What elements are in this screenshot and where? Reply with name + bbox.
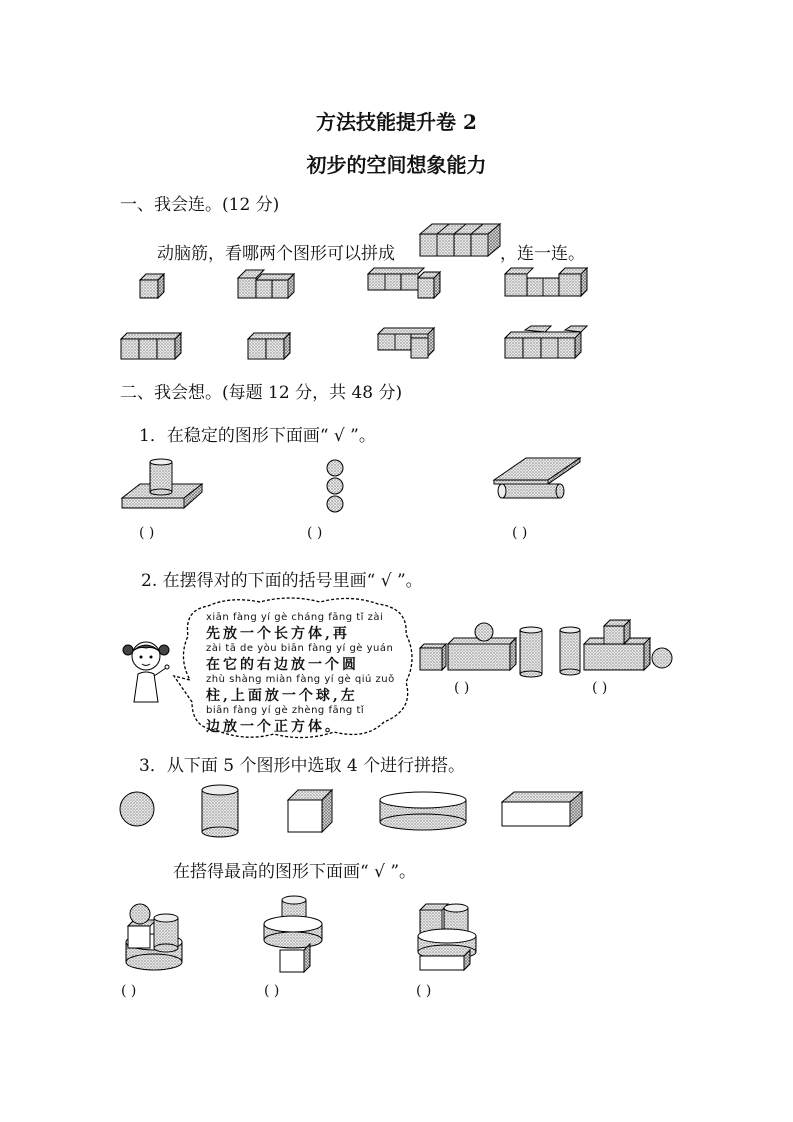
- q2-answer-paren-2[interactable]: ( ): [592, 680, 608, 696]
- bubble-pinyin-4: biān fàng yí gè zhèng fāng tǐ: [206, 705, 365, 716]
- q3-cylinder: [200, 784, 240, 838]
- target-four-cube-shape: [418, 222, 502, 260]
- q2-answer-paren-1[interactable]: ( ): [454, 680, 470, 696]
- q2-arrangement-1: [418, 622, 544, 676]
- match-shape-l-cubes-b[interactable]: [376, 324, 436, 360]
- bubble-han-4: 边放一个正方体。: [206, 719, 342, 735]
- bubble-pinyin-3: zhù shàng miàn fàng yí gè qiú zuǒ: [206, 674, 395, 685]
- q3-answer-paren-3[interactable]: ( ): [416, 983, 432, 999]
- girl-illustration: [118, 636, 178, 706]
- q1-stacked-balls: [325, 458, 349, 518]
- bubble-pinyin-2: zài tā de yòu biān fàng yí gè yuán: [206, 643, 394, 654]
- match-shape-stair-cubes[interactable]: [503, 324, 589, 360]
- page-title: 方法技能提升卷 2: [316, 110, 477, 134]
- q3-stack-2: [260, 892, 326, 976]
- q3-answer-paren-2[interactable]: ( ): [264, 983, 280, 999]
- q3-cube: [286, 788, 334, 834]
- q3-answer-paren-1[interactable]: ( ): [121, 983, 137, 999]
- section1-instruction-after: ，连一连。: [500, 244, 585, 264]
- bubble-han-2: 在它的右边放一个圆: [206, 657, 359, 673]
- match-shape-three-cubes-row[interactable]: [119, 331, 183, 361]
- section1-instruction-before: 动脑筋，看哪两个图形可以拼成: [157, 244, 395, 264]
- q2-arrangement-2: [558, 620, 674, 674]
- section1-heading: 一、我会连。(12 分): [120, 195, 280, 215]
- q1-answer-paren-2[interactable]: ( ): [307, 525, 323, 541]
- q3-stack-3: [414, 900, 480, 976]
- q3-ball: [118, 790, 158, 830]
- bubble-pinyin-1: xiān fàng yí gè cháng fāng tǐ zài: [206, 612, 384, 623]
- q1-text: 1．在稳定的图形下面画“ √ ”。: [139, 426, 376, 446]
- match-shape-u-cubes[interactable]: [503, 266, 589, 300]
- page-subtitle: 初步的空间想象能力: [306, 153, 487, 177]
- q2-text: 2. 在摆得对的下面的括号里画“ √ ”。: [141, 571, 423, 591]
- match-shape-l-cubes-a[interactable]: [366, 266, 444, 300]
- q3-text: 3．从下面 5 个图形中选取 4 个进行拼搭。: [139, 756, 466, 776]
- q3-cuboid: [500, 790, 584, 830]
- bubble-han-3: 柱,上面放一个球,左: [206, 688, 358, 704]
- q1-board-on-cylinder: [490, 456, 582, 506]
- q1-answer-paren-1[interactable]: ( ): [139, 525, 155, 541]
- q1-cylinder-on-base: [120, 458, 204, 518]
- match-shape-three-cubes-raised[interactable]: [236, 268, 298, 300]
- q1-answer-paren-3[interactable]: ( ): [512, 525, 528, 541]
- q3-stack-1: [120, 900, 186, 976]
- section2-heading: 二、我会想。(每题 12 分，共 48 分): [120, 383, 403, 403]
- match-shape-two-cubes-row[interactable]: [246, 331, 292, 361]
- match-shape-single-cube[interactable]: [138, 272, 168, 300]
- q3-flat-cylinder: [378, 790, 468, 832]
- bubble-text-block: [206, 612, 395, 736]
- q3-subtext: 在搭得最高的图形下面画“ √ ”。: [173, 862, 417, 882]
- bubble-han-1: 先放一个长方体,再: [206, 626, 350, 642]
